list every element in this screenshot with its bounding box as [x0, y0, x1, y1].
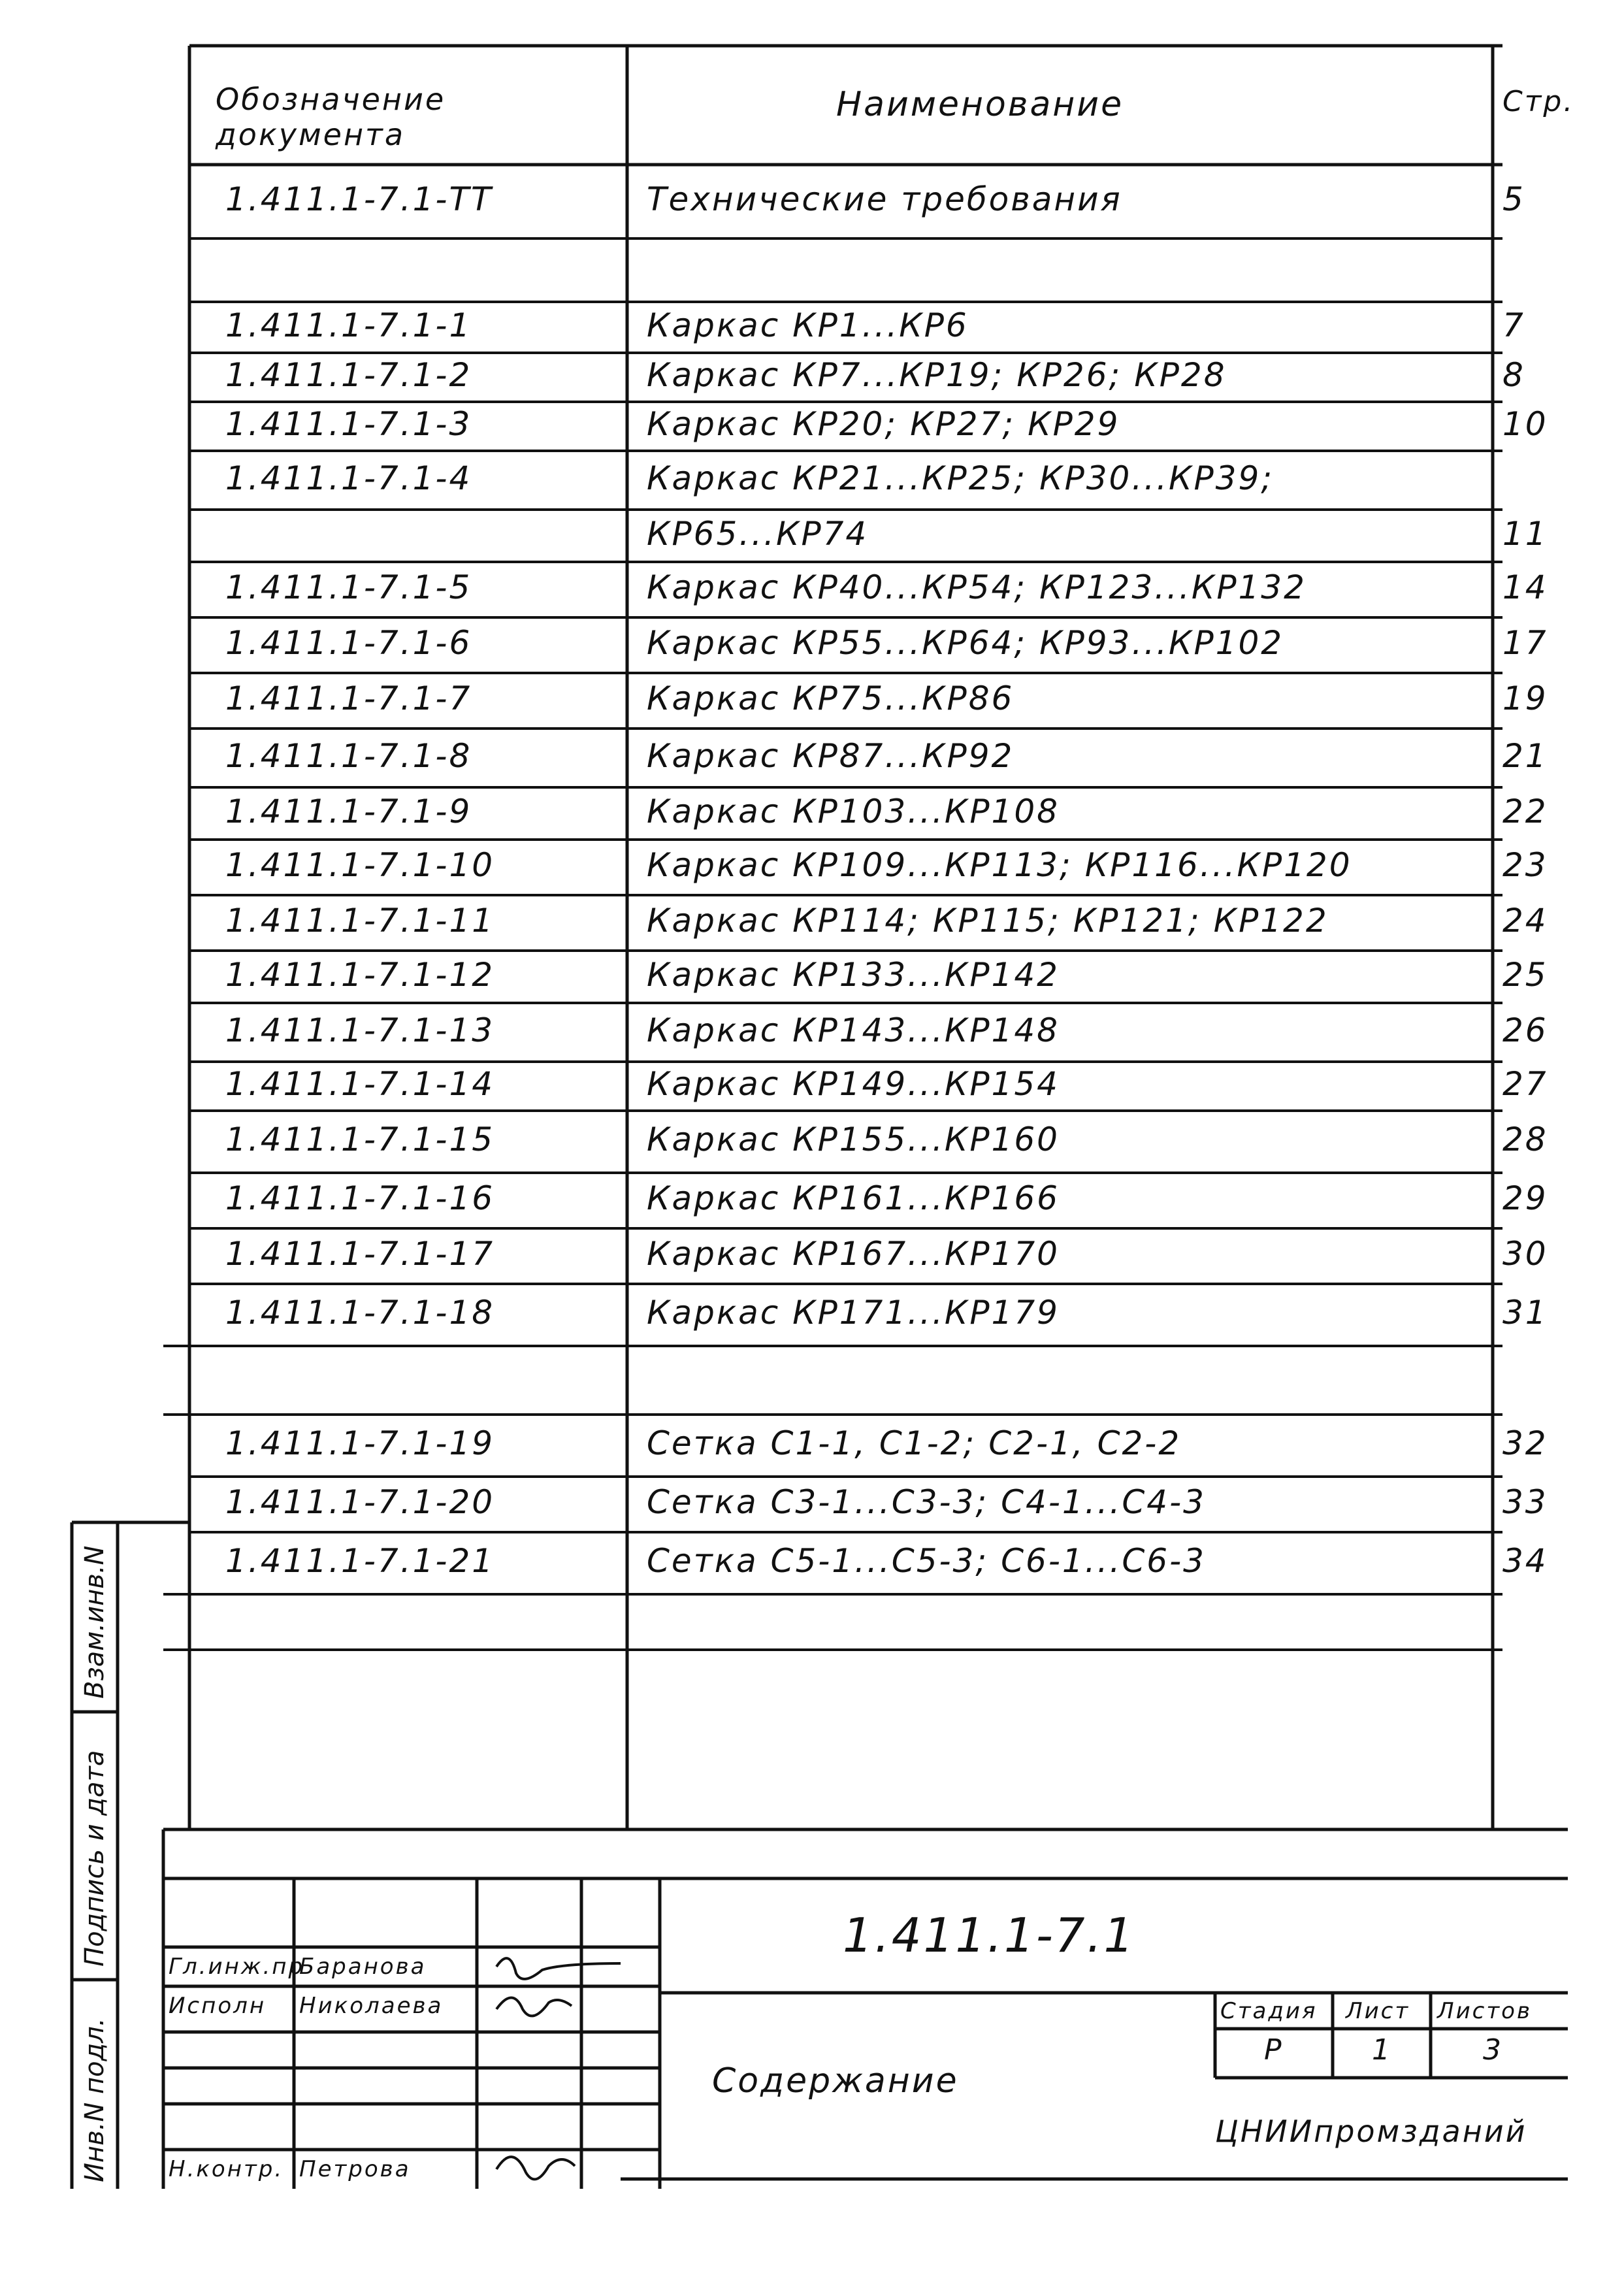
row-name: Каркас КР1...КР6 — [647, 306, 969, 344]
row-name: Технические требования — [647, 180, 1122, 218]
sign-name-1: Баранова — [299, 1954, 427, 1980]
row-page: 30 — [1502, 1235, 1548, 1273]
row-code: 1.411.1-7.1-19 — [225, 1424, 495, 1462]
row-page: 19 — [1502, 680, 1548, 717]
row-name: Каркас КР171...КР179 — [647, 1294, 1060, 1332]
sheet-label: Лист — [1346, 1998, 1410, 2024]
header-name: Наименование — [836, 85, 1124, 124]
row-name: Каркас КР114; КР115; КР121; КР122 — [647, 902, 1329, 940]
row-name: Каркас КР167...КР170 — [647, 1235, 1060, 1273]
row-code: 1.411.1-7.1-16 — [225, 1179, 495, 1217]
sign-name-2: Николаева — [299, 1993, 444, 2019]
row-code: 1.411.1-7.1-6 — [225, 624, 472, 662]
row-page: 14 — [1502, 568, 1548, 606]
row-code: 1.411.1-7.1-9 — [225, 792, 472, 830]
side-label-sign-date: Подпись и дата — [80, 1750, 110, 1967]
row-code: 1.411.1-7.1-8 — [225, 736, 472, 775]
row-code: 1.411.1-7.1-1 — [225, 306, 472, 344]
row-name: Сетка С3-1...С3-3; С4-1...С4-3 — [647, 1483, 1206, 1521]
row-name: Каркас КР75...КР86 — [647, 680, 1015, 717]
row-page: 28 — [1502, 1121, 1548, 1158]
header-page: Стр. — [1502, 85, 1575, 118]
row-name: Каркас КР21...КР25; КР30...КР39; — [647, 459, 1275, 497]
row-code: 1.411.1-7.1-18 — [225, 1294, 495, 1332]
row-name: Каркас КР143...КР148 — [647, 1011, 1060, 1049]
row-code: 1.411.1-7.1-3 — [225, 405, 472, 443]
row-name: Сетка С1-1, С1-2; С2-1, С2-2 — [647, 1424, 1182, 1462]
row-page: 25 — [1502, 955, 1548, 994]
row-name: Каркас КР7...КР19; КР26; КР28 — [647, 356, 1227, 394]
sheet-value: 1 — [1372, 2033, 1392, 2067]
row-page: 10 — [1502, 405, 1548, 443]
row-name: Сетка С5-1...С5-3; С6-1...С6-3 — [647, 1542, 1206, 1580]
row-page: 27 — [1502, 1065, 1548, 1103]
stage-label: Стадия — [1220, 1998, 1318, 2024]
row-code: 1.411.1-7.1-11 — [225, 902, 495, 940]
row-page: 33 — [1502, 1483, 1548, 1521]
row-code: 1.411.1-7.1-14 — [225, 1065, 495, 1103]
row-name: Каркас КР109...КР113; КР116...КР120 — [647, 846, 1352, 884]
row-code: 1.411.1-7.1-10 — [225, 846, 495, 884]
sheets-label: Листов — [1437, 1998, 1533, 2024]
sign-role-5: Н.контр. — [169, 2156, 284, 2182]
row-code: 1.411.1-7.1-15 — [225, 1121, 495, 1158]
side-label-inv: Инв.N подл. — [80, 2018, 110, 2182]
row-code: 1.411.1-7.1-7 — [225, 680, 472, 717]
row-page: 21 — [1502, 736, 1548, 775]
row-name: Каркас КР55...КР64; КР93...КР102 — [647, 624, 1284, 662]
stage-value: Р — [1264, 2033, 1284, 2067]
row-page: 7 — [1502, 306, 1525, 344]
row-name: Каркас КР20; КР27; КР29 — [647, 405, 1120, 443]
designation: 1.411.1-7.1 — [843, 1908, 1136, 1963]
signature-nikolaeva — [496, 1998, 572, 2016]
row-name: Каркас КР155...КР160 — [647, 1121, 1060, 1158]
row-code: 1.411.1-7.1-2 — [225, 356, 472, 394]
row-page: 23 — [1502, 846, 1548, 884]
row-page: 11 — [1502, 514, 1548, 553]
row-page: 34 — [1502, 1542, 1548, 1580]
sheets-value: 3 — [1483, 2033, 1503, 2067]
row-name: Каркас КР40...КР54; КР123...КР132 — [647, 568, 1307, 606]
row-page: 29 — [1502, 1179, 1548, 1217]
sign-name-5: Петрова — [299, 2156, 411, 2182]
row-code: 1.411.1-7.1-ТТ — [225, 180, 493, 218]
sign-role-2: Исполн — [169, 1993, 267, 2019]
row-name: КР65...КР74 — [647, 514, 869, 553]
row-name: Каркас КР133...КР142 — [647, 955, 1060, 994]
row-code: 1.411.1-7.1-13 — [225, 1011, 495, 1049]
row-name: Каркас КР161...КР166 — [647, 1179, 1060, 1217]
signature-baranova — [496, 1958, 621, 1979]
row-page: 8 — [1502, 356, 1525, 394]
row-code: 1.411.1-7.1-20 — [225, 1483, 495, 1521]
doc-title: Содержание — [712, 2061, 959, 2101]
row-name: Каркас КР87...КР92 — [647, 736, 1015, 775]
row-name: Каркас КР149...КР154 — [647, 1065, 1060, 1103]
row-page: 32 — [1502, 1424, 1548, 1462]
row-page: 17 — [1502, 624, 1548, 662]
row-page: 24 — [1502, 902, 1548, 940]
row-page: 22 — [1502, 792, 1548, 830]
row-code: 1.411.1-7.1-12 — [225, 955, 495, 994]
row-code: 1.411.1-7.1-5 — [225, 568, 472, 606]
sign-role-1: Гл.инж.пр — [169, 1954, 305, 1980]
signature-petrova — [496, 2157, 575, 2179]
header-code: Обозначение документа — [216, 82, 446, 152]
row-code: 1.411.1-7.1-17 — [225, 1235, 495, 1273]
row-code: 1.411.1-7.1-4 — [225, 459, 472, 497]
row-page: 31 — [1502, 1294, 1548, 1332]
row-page: 5 — [1502, 180, 1525, 218]
organization: ЦНИИпромзданий — [1215, 2114, 1527, 2149]
row-code: 1.411.1-7.1-21 — [225, 1542, 495, 1580]
row-page: 26 — [1502, 1011, 1548, 1049]
side-label-replace: Взам.инв.N — [80, 1545, 110, 1699]
row-name: Каркас КР103...КР108 — [647, 792, 1060, 830]
